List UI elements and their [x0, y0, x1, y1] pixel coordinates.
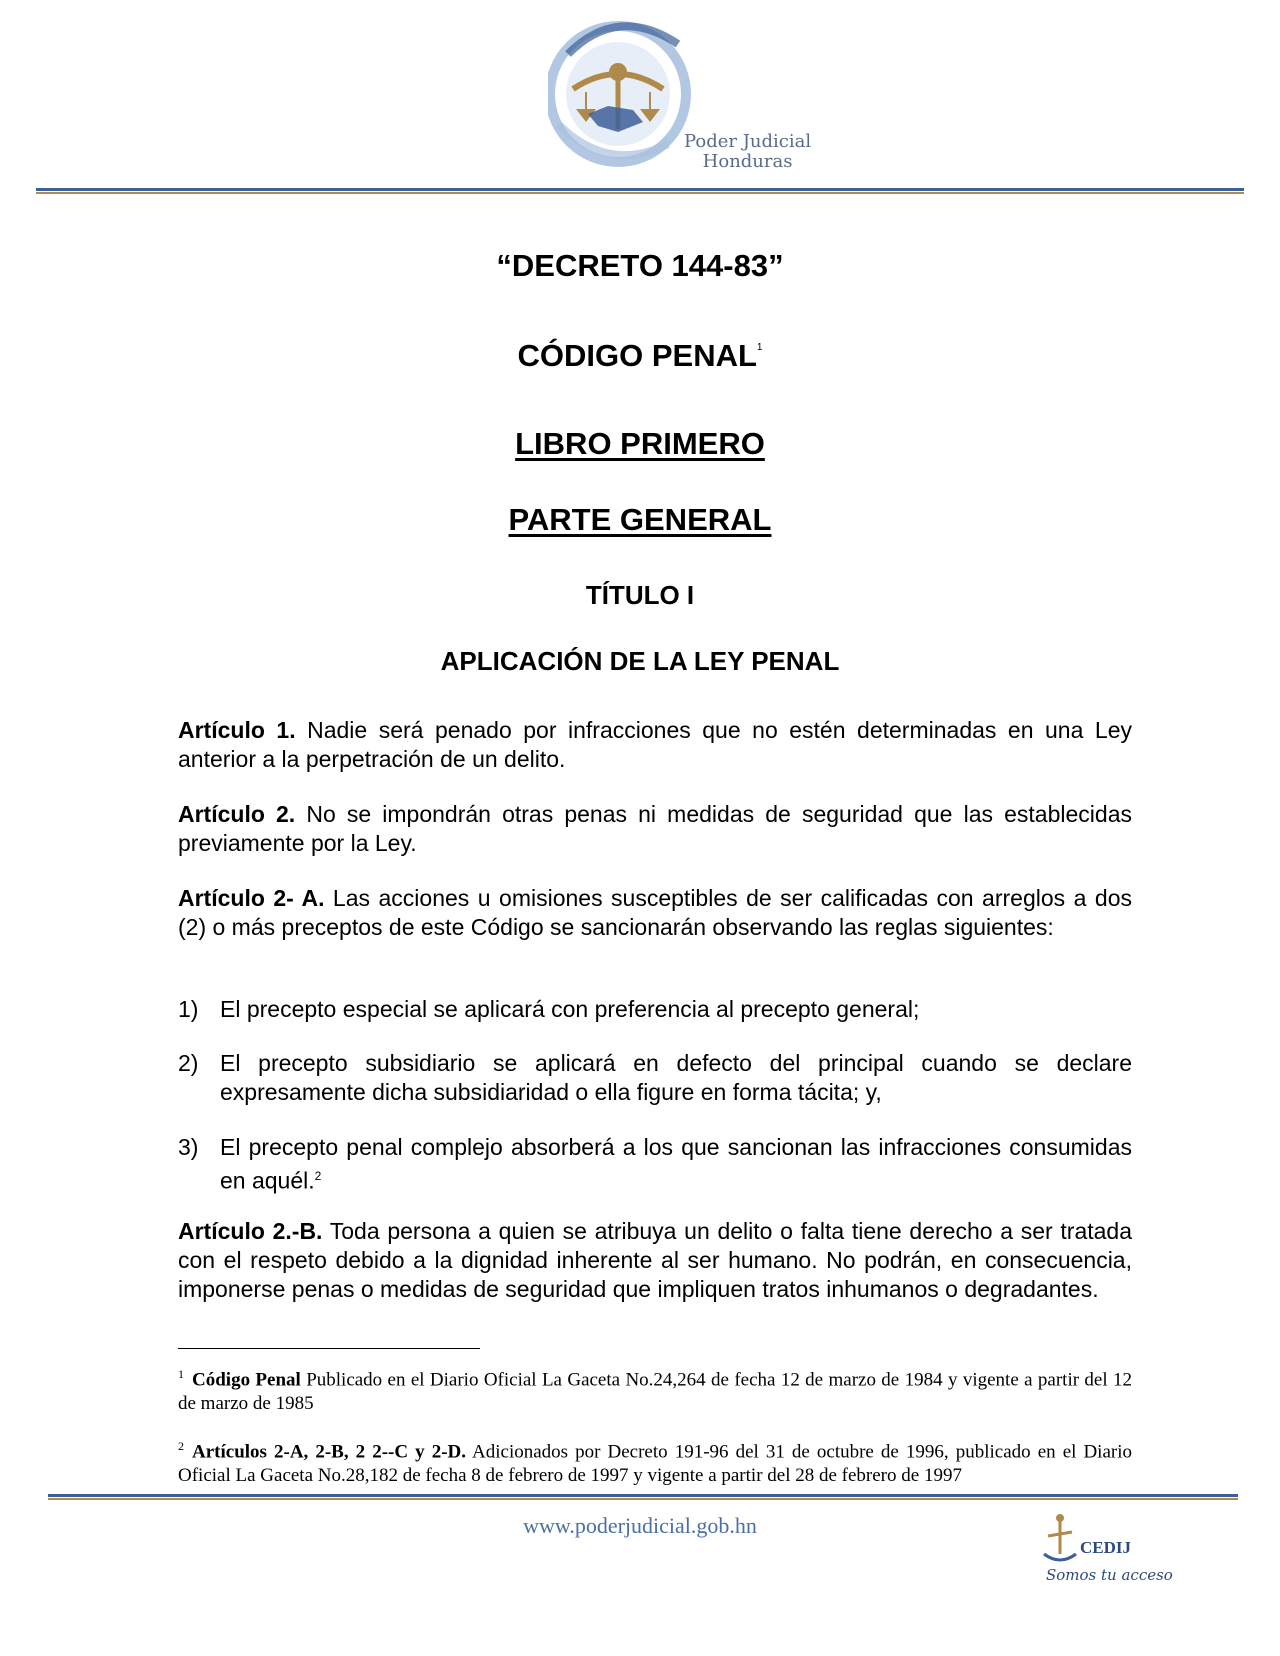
article-1: [178, 716, 1132, 774]
code-title-text: CÓDIGO PENAL: [517, 338, 757, 373]
rule-text-wrap: [220, 1133, 1132, 1196]
footnote-label: Artículos 2-A, 2-B, 2 2--C y 2-D.: [192, 1441, 467, 1463]
rule-number: 2): [178, 1050, 199, 1076]
article-2b: [178, 1217, 1132, 1304]
logo-country: Honduras: [702, 151, 793, 172]
article-text: Toda persona a quien se atribuya un delito o falta tiene derecho a ser tratada con el respeto debido a la dignidad inherente al ser humano. No podrán, en consecuencia, imponerse penas o medidas de seguridad que impliquen tratos inhumanos o degradantes.: [178, 1218, 1132, 1302]
footnote-number: 2: [178, 1439, 184, 1453]
logo-name: Poder Judicial: [684, 131, 812, 152]
article-label: Artículo 2.: [178, 801, 296, 827]
article-text: Las acciones u omisiones susceptibles de ser calificadas con arreglos a dos (2) o más preceptos de este Código se sancionarán observando las reglas siguientes:: [178, 885, 1132, 940]
book-title: LIBRO PRIMERO: [515, 426, 765, 461]
rule-text: El precepto subsidiario se aplicará en defecto del principal cuando se declare expresamente dicha subsidiaridad o ella figure en forma tácita; y,: [220, 1050, 1132, 1105]
article-label: Artículo 1.: [178, 717, 296, 743]
rule-number: 1): [178, 996, 199, 1022]
header-divider: [36, 186, 1244, 196]
article-text: No se impondrán otras penas ni medidas de seguridad que las establecidas previamente por la Ley.: [178, 801, 1132, 856]
rule-footnote-ref: 2: [314, 1169, 322, 1183]
section-subtitle: APLICACIÓN DE LA LEY PENAL: [440, 646, 840, 676]
footer-divider: [48, 1493, 1238, 1501]
footnote-divider: [178, 1348, 480, 1349]
decree-title: “DECRETO 144-83”: [496, 248, 784, 283]
footnote-number: 1: [178, 1367, 184, 1381]
logo-text: [684, 132, 811, 172]
footnote-2: [178, 1434, 1132, 1488]
rule-item: [178, 1133, 1132, 1196]
part-title: PARTE GENERAL: [508, 502, 772, 537]
article-label: Artículo 2- A.: [178, 885, 325, 911]
title-heading: TÍTULO I: [585, 580, 695, 610]
code-footnote-ref: 1: [756, 342, 763, 353]
article-2a: [178, 884, 1132, 942]
rule-text: El precepto especial se aplicará con preferencia al precepto general;: [220, 996, 920, 1022]
footnote-text: Publicado en el Diario Oficial La Gaceta No.24,264 de fecha 12 de marzo de 1984 y vigente a partir del 12 de marzo de 1985: [178, 1369, 1133, 1415]
article-text: Nadie será penado por infracciones que no estén determinadas en una Ley anterior a la perpetración de un delito.: [178, 717, 1132, 772]
article-label: Artículo 2.-B.: [178, 1218, 323, 1244]
footnote-1: [178, 1362, 1132, 1416]
rule-item: [178, 995, 1132, 1024]
code-title: [0, 338, 1280, 374]
rule-number: 3): [178, 1134, 199, 1160]
rule-text: El precepto penal complejo absorberá a los que sancionan las infracciones consumidas en aquél.: [220, 1134, 1132, 1194]
cedij-name: CEDIJ: [1080, 1538, 1132, 1557]
cedij-slogan: Somos tu acceso: [1046, 1566, 1173, 1584]
footnote-text: Adicionados por Decreto 191-96 del 31 de octubre de 1996, publicado en el Diario Oficial La Gaceta No.28,182 de fecha 8 de febrero de 1997 y vigente a partir del 28 de febrero de 1997: [178, 1441, 1133, 1487]
website-link[interactable]: www.poderjudicial.gob.hn: [523, 1513, 757, 1538]
footnote-label: Código Penal: [192, 1369, 301, 1391]
rule-item: [178, 1049, 1132, 1107]
article-2: [178, 800, 1132, 858]
